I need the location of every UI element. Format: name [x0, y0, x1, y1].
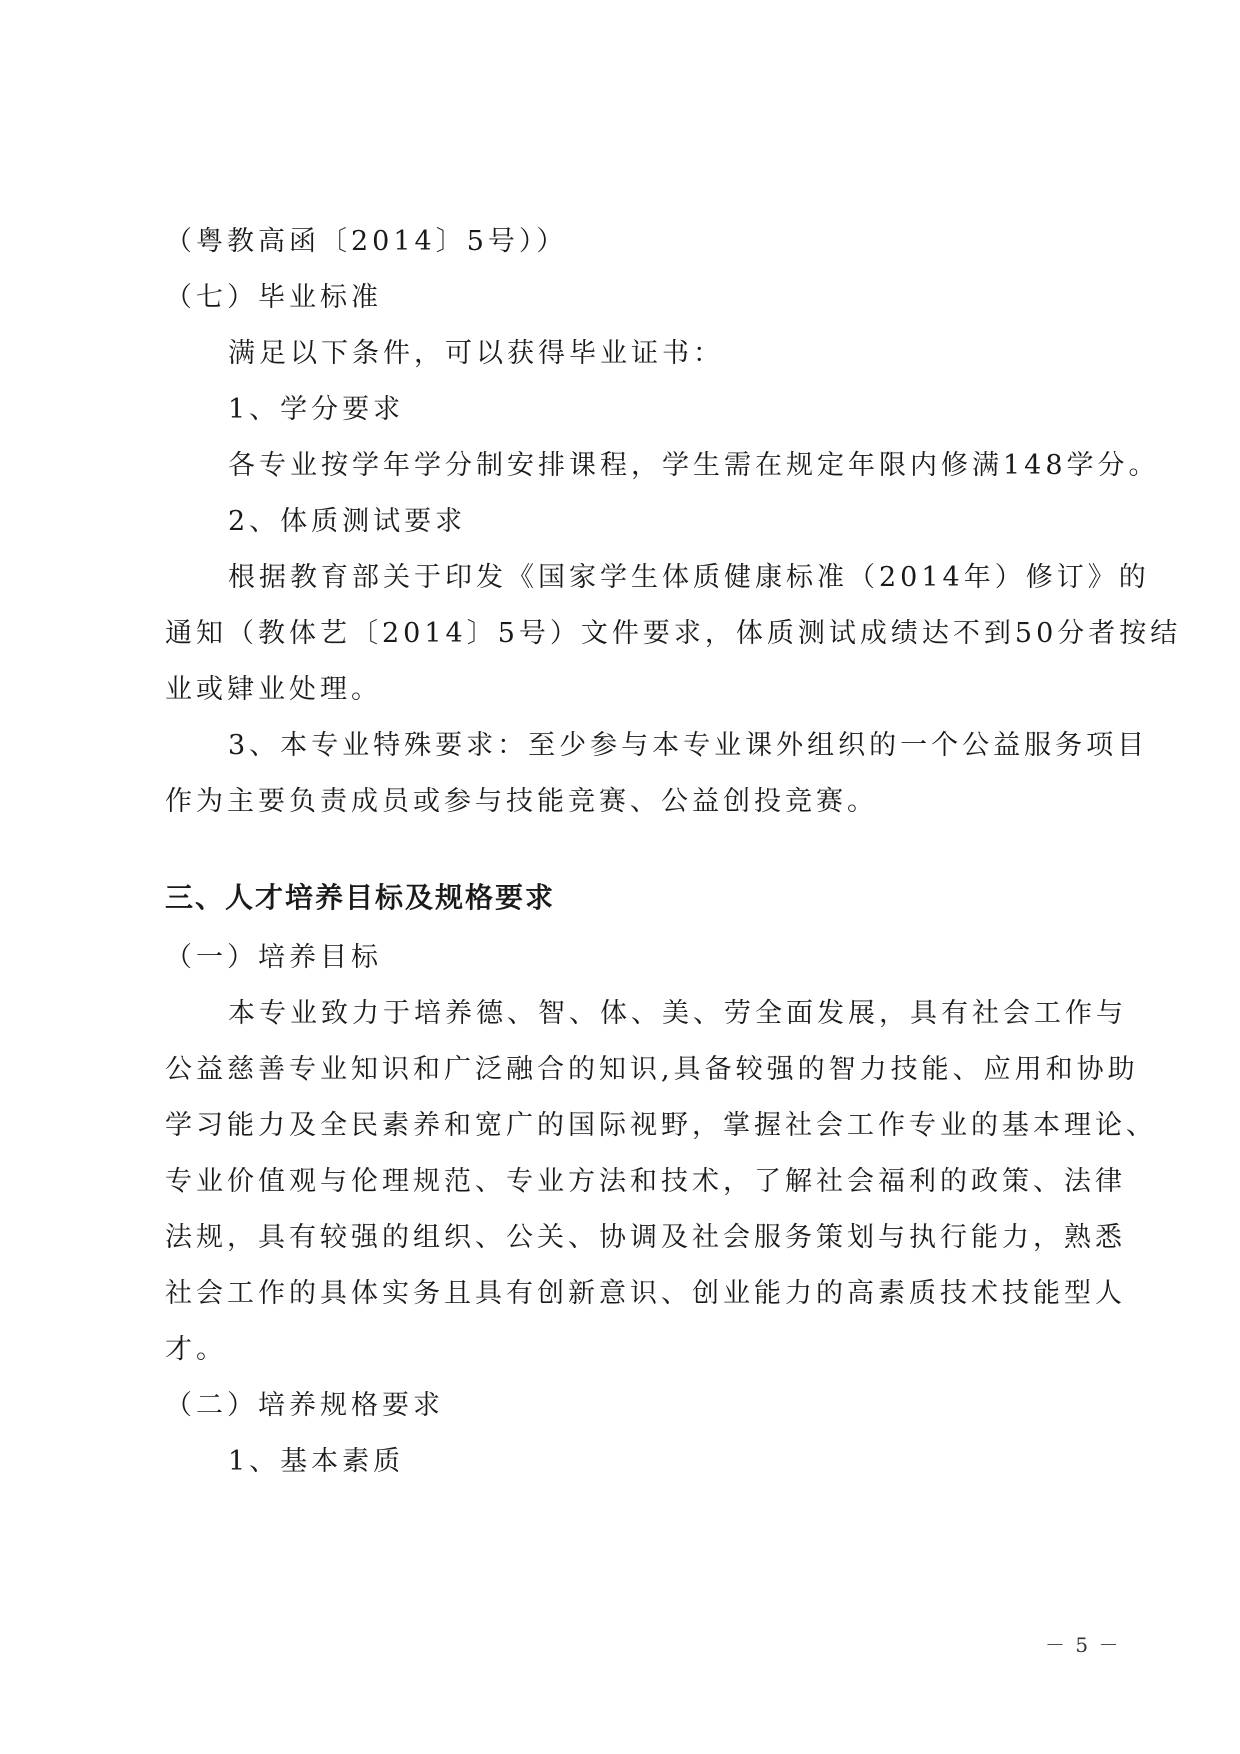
chapter-heading: 三、人才培养目标及规格要求: [165, 881, 556, 914]
text-line: 学习能力及全民素养和宽广的国际视野，掌握社会工作专业的基本理论、: [165, 1110, 1157, 1141]
section-heading-goals: （一）培养目标: [165, 942, 382, 973]
text-line: 本专业致力于培养德、智、体、美、劳全面发展，具有社会工作与: [228, 998, 1127, 1029]
section-heading-graduation: （七）毕业标准: [165, 282, 382, 313]
text-line: 满足以下条件，可以获得毕业证书：: [228, 338, 724, 369]
section-heading-specs: （二）培养规格要求: [165, 1390, 444, 1421]
text-line: 业或肄业处理。: [165, 674, 382, 705]
text-line: 法规，具有较强的组织、公关、协调及社会服务策划与执行能力，熟悉: [165, 1222, 1126, 1253]
subsection-basic-quality: 1、基本素质: [228, 1446, 405, 1477]
text-line: 社会工作的具体实务且具有创新意识、创业能力的高素质技术技能型人: [165, 1278, 1126, 1309]
text-line: 各专业按学年学分制安排课程，学生需在规定年限内修满148学分。: [228, 450, 1160, 481]
text-line: 才。: [165, 1334, 227, 1365]
text-line: 作为主要负责成员或参与技能竞赛、公益创投竞赛。: [165, 786, 878, 817]
subsection-credit: 1、学分要求: [228, 394, 405, 425]
text-line: 根据教育部关于印发《国家学生体质健康标准（2014年）修订》的: [228, 562, 1150, 593]
text-line-citation: （粤教高函〔2014〕5号））: [165, 226, 568, 257]
page-number: － 5 －: [1045, 1633, 1121, 1657]
subsection-fitness: 2、体质测试要求: [228, 506, 467, 537]
text-line: 公益慈善专业知识和广泛融合的知识,具备较强的智力技能、应用和协助: [165, 1054, 1139, 1085]
text-line: 3、本专业特殊要求：至少参与本专业课外组织的一个公益服务项目: [228, 730, 1149, 761]
text-line: 通知（教体艺〔2014〕5号）文件要求，体质测试成绩达不到50分者按结: [165, 618, 1182, 649]
text-line: 专业价值观与伦理规范、专业方法和技术，了解社会福利的政策、法律: [165, 1166, 1126, 1197]
